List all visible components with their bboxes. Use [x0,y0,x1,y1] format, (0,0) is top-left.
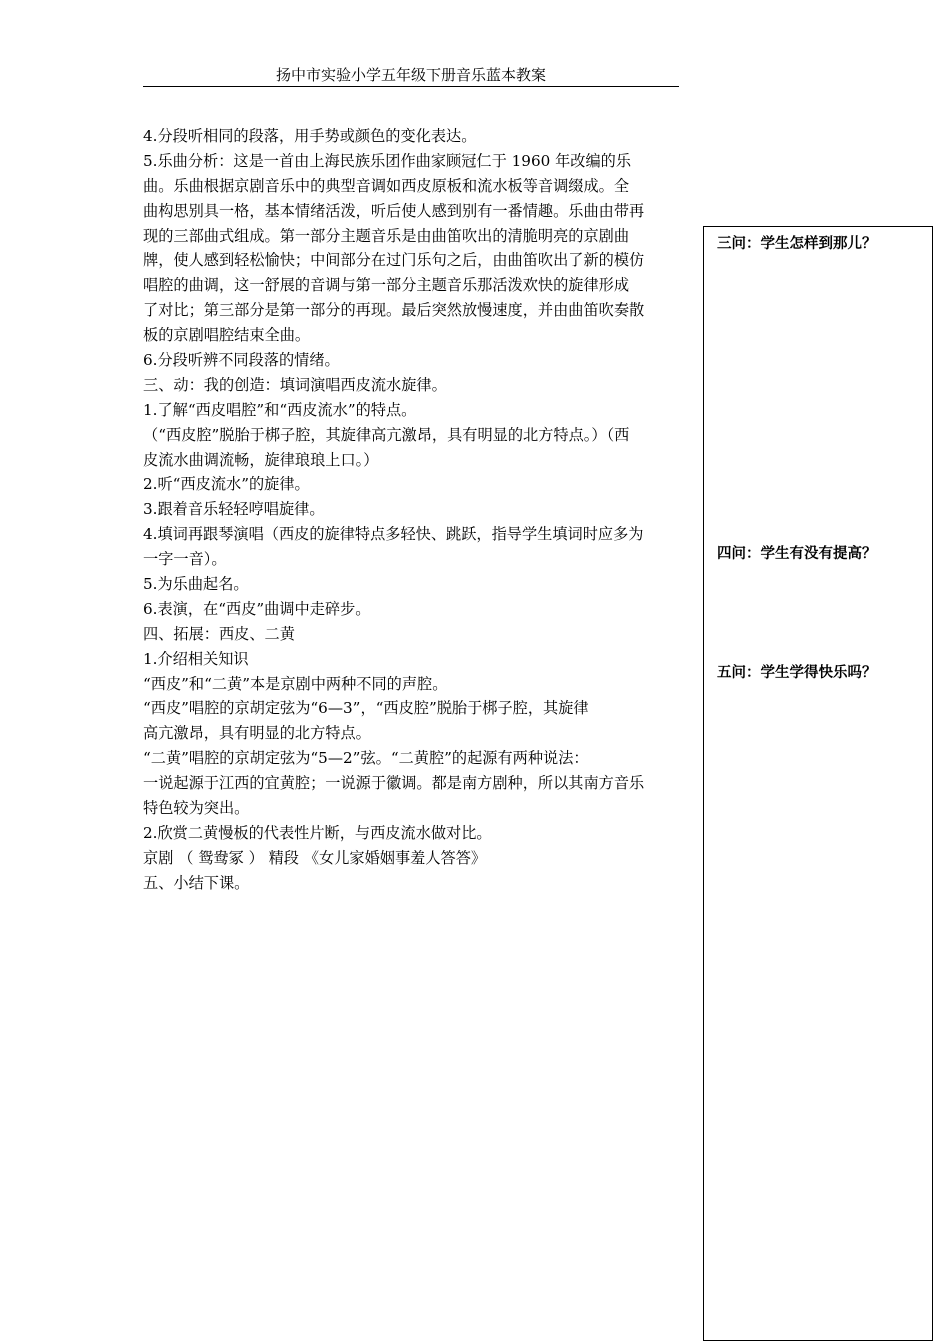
text-line: 牌，使人感到轻松愉快；中间部分在过门乐句之后，由曲笛吹出了新的模仿 [143,251,645,270]
text-line: 1.了解“西皮唱腔”和“西皮流水”的特点。 [143,400,417,419]
section-heading: 三、动：我的创造：填词演唱西皮流水旋律。 [143,375,447,394]
lesson-body [143,124,685,896]
text-line: 现的三部曲式组成。第一部分主题音乐是由曲笛吹出的清脆明亮的京剧曲 [143,226,629,245]
text-line: 6.表演，在“西皮”曲调中走碎步。 [143,599,371,618]
text-line: 高亢激昂，具有明显的北方特点。 [143,724,371,743]
text-line: 皮流水曲调流畅，旋律琅琅上口。） [143,450,379,469]
text-line: “西皮”和“二黄”本是京剧中两种不同的声腔。 [143,674,448,693]
text-line: 板的京剧唱腔结束全曲。 [143,326,311,345]
text-line: 唱腔的曲调，这一舒展的音调与第一部分主题音乐那活泼欢快的旋律形成 [143,276,629,295]
text-line: 6.分段听辨不同段落的情绪。 [143,351,340,370]
page-header [143,64,679,87]
text-line: “二黄”唱腔的京胡定弦为“5—2”弦。“二黄腔”的起源有两种说法： [143,749,589,768]
text-line: “西皮”唱腔的京胡定弦为“6—3”，“西皮腔”脱胎于梆子腔，其旋律 [143,699,589,718]
text-line: 5.为乐曲起名。 [143,575,249,594]
section-heading: 四、拓展：西皮、二黄 [143,624,295,643]
reflection-column [703,226,933,1341]
page-header-title: 扬中市实验小学五年级下册音乐蓝本教案 [275,66,546,84]
text-line: 曲构思别具一格，基本情绪活泼，听后使人感到别有一番情趣。乐曲由带再 [143,201,645,220]
text-line: 4.填词再跟琴演唱（西皮的旋律特点多轻快、跳跃，指导学生填词时应多为 [143,525,644,544]
text-line: 一说起源于江西的宜黄腔；一说源于徽调。都是南方剧种，所以其南方音乐 [143,774,645,793]
text-line: 曲。乐曲根据京剧音乐中的典型音调如西皮原板和流水板等音调缀成。全 [143,176,629,195]
text-line: 特色较为突出。 [143,799,250,818]
text-line: 一字一音）。 [143,550,227,569]
text-line: 4.分段听相同的段落，用手势或颜色的变化表达。 [143,127,477,145]
text-line: （“西皮腔”脱胎于梆子腔，其旋律高亢激昂，具有明显的北方特点。）（西 [143,425,630,444]
text-line: 了对比；第三部分是第一部分的再现。最后突然放慢速度，并由曲笛吹奏散 [143,301,645,320]
text-line: 3.跟着音乐轻轻哼唱旋律。 [143,500,325,519]
question-four: 四问：学生有没有提高？ [717,546,877,562]
text-line: 2.听“西皮流水”的旋律。 [143,475,310,494]
text-line: 京剧 （ 鸳鸯冢 ） 精段 《女儿家婚姻事羞人答答》 [143,848,487,867]
text-line: 2.欣赏二黄慢板的代表性片断，与西皮流水做对比。 [143,823,492,842]
text-line: 1.介绍相关知识 [143,649,249,668]
text-line: 5.乐曲分析：这是一首由上海民族乐团作曲家顾冠仁于 1960 年改编的乐 [143,151,632,170]
question-three: 三问：学生怎样到那儿？ [717,236,877,252]
section-heading: 五、小结下课。 [143,873,250,892]
question-five: 五问：学生学得快乐吗？ [717,665,877,681]
